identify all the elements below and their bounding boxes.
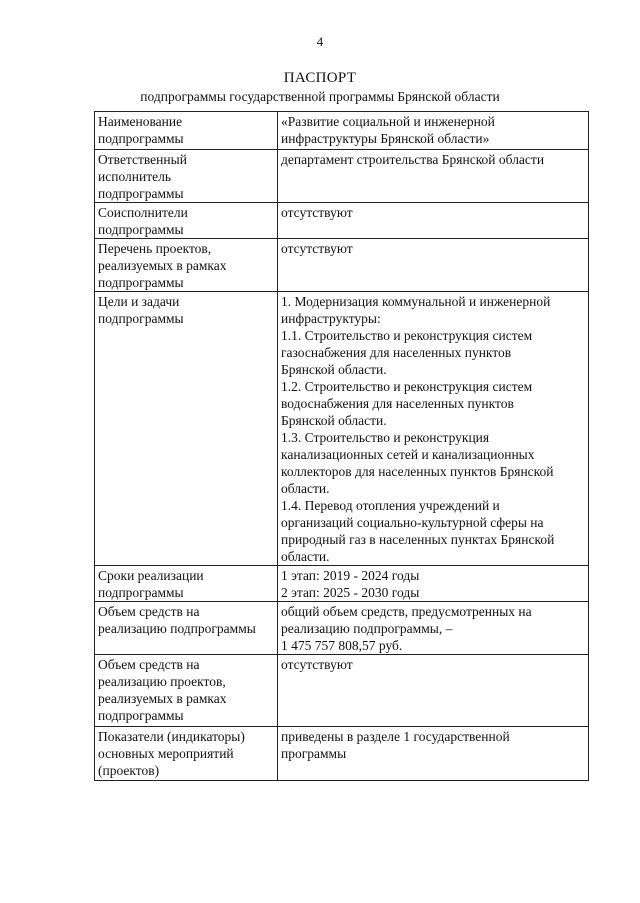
row-label-funding: Объем средств на реализацию подпрограммы [95,602,278,655]
row-value-projects-list: отсутствуют [278,239,589,292]
passport-table [94,111,589,781]
row-label-terms: Сроки реализации подпрограммы [95,566,278,602]
table-row [95,292,589,566]
document-subtitle: подпрограммы государственной программы Брянской области [140,89,500,104]
row-label-goals: Цели и задачи подпрограммы [95,292,278,566]
table-row [95,203,589,239]
row-value-name: «Развитие социальной и инженерной инфраструктуры Брянской области» [278,112,589,150]
row-label-projects-list: Перечень проектов, реализуемых в рамках подпрограммы [95,239,278,292]
table-row [95,239,589,292]
row-value-co-executors: отсутствуют [278,203,589,239]
table-row [95,566,589,602]
row-value-goals: 1. Модернизация коммунальной и инженерной инфраструктуры: 1.1. Строительство и реконструкция систем газоснабжения для населенных пунктов Брянской области. 1.2. Строительство и реконструкция систем водоснабжения для населенных пунктов Брянской области. 1.3. Строительство и реконструкция канализационных сетей и канализационных коллекторов для населенных пунктов Брянской области. 1.4. Перевод отопления учреждений и организаций социально-культурной сферы на природный газ в населенных пунктах Брянской области. [278,292,589,566]
row-label-responsible: Ответственный исполнитель подпрограммы [95,150,278,203]
row-value-responsible: департамент строительства Брянской области [278,150,589,203]
table-row [95,150,589,203]
row-label-name: Наименование подпрограммы [95,112,278,150]
table-row [95,112,589,150]
row-value-indicators: приведены в разделе 1 государственной программы [278,727,589,781]
row-label-indicators: Показатели (индикаторы) основных мероприятий (проектов) [95,727,278,781]
row-label-co-executors: Соисполнители подпрограммы [95,203,278,239]
page-number: 4 [316,34,324,49]
row-value-terms: 1 этап: 2019 - 2024 годы 2 этап: 2025 - 2030 годы [278,566,589,602]
table-row [95,727,589,781]
row-label-project-funding: Объем средств на реализацию проектов, реализуемых в рамках подпрограммы [95,655,278,727]
document-title: ПАСПОРТ [283,70,357,86]
table-row [95,602,589,655]
table-row [95,655,589,727]
row-value-funding: общий объем средств, предусмотренных на реализацию подпрограммы, – 1 475 757 808,57 руб. [278,602,589,655]
row-value-project-funding: отсутствуют [278,655,589,727]
